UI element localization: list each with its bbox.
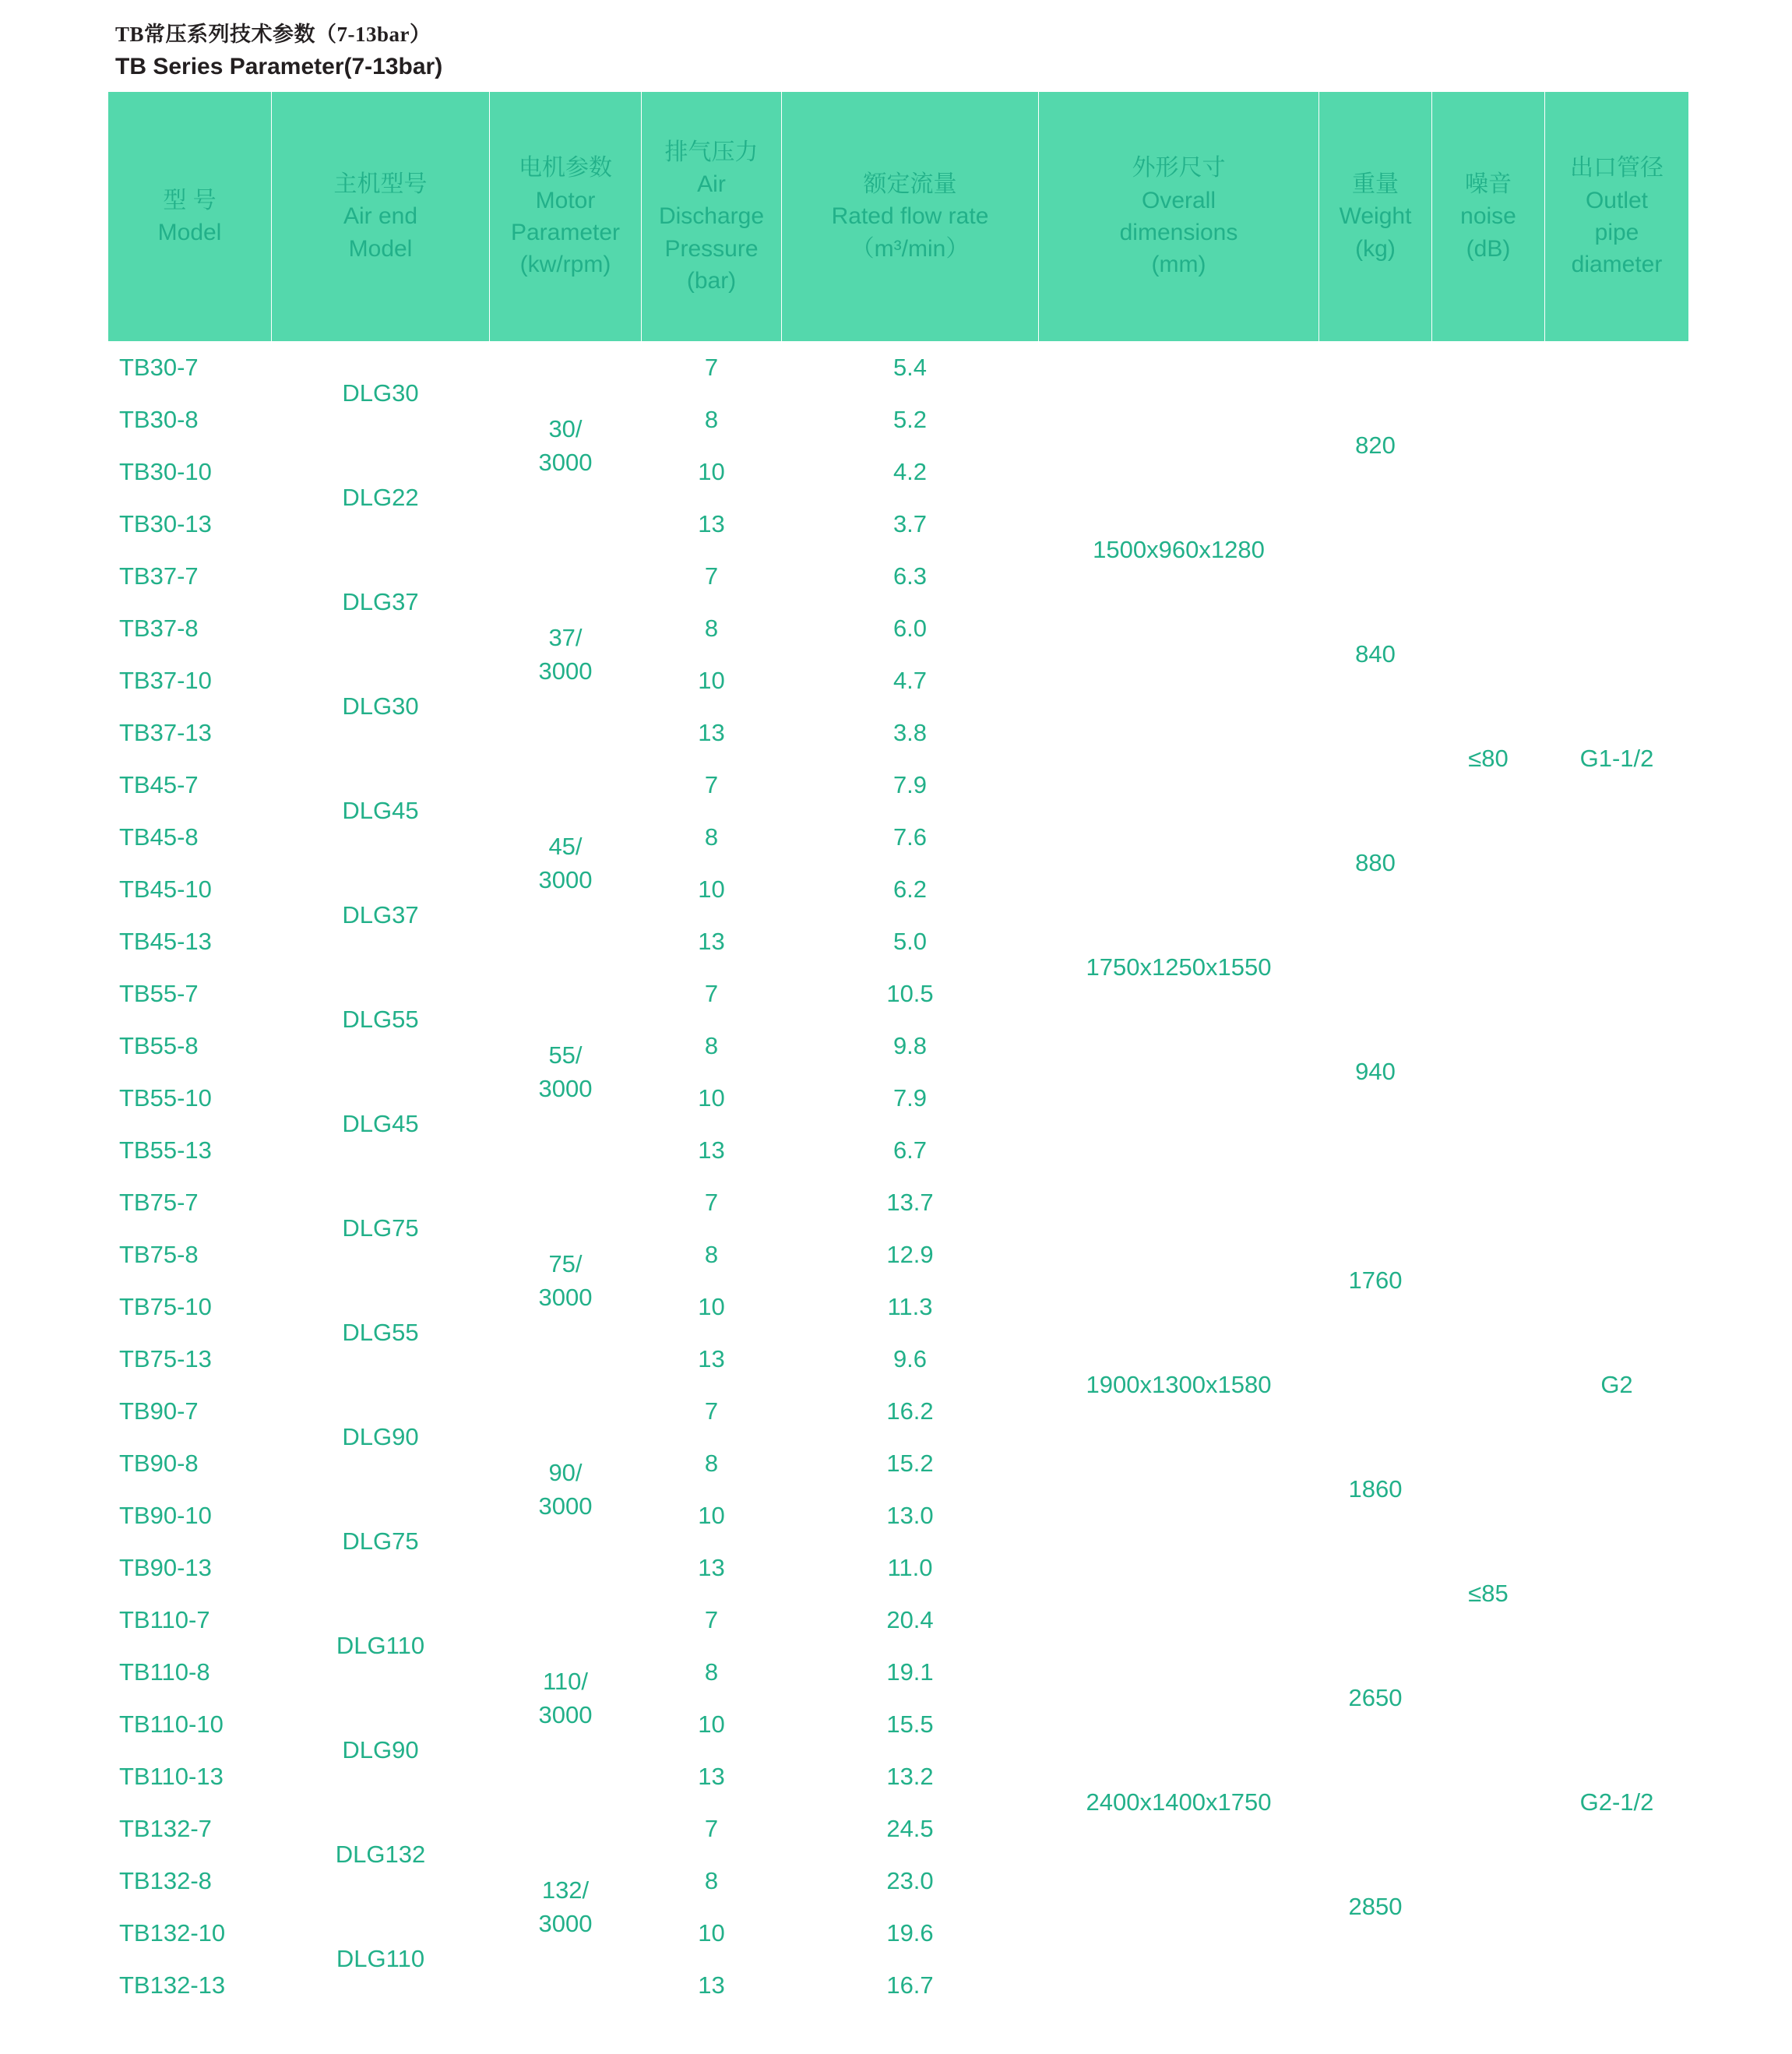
cell-air-end: DLG110: [272, 1594, 490, 1699]
cell-model: TB45-13: [108, 916, 272, 968]
table-row: [108, 1177, 1689, 1229]
cell-air-end: DLG45: [272, 759, 490, 864]
cell-model: TB90-8: [108, 1438, 272, 1490]
cell-pressure: 8: [642, 1647, 782, 1699]
header-dims-en-1: Overall: [1141, 187, 1216, 213]
cell-flow: 16.7: [782, 1960, 1039, 2012]
cell-pressure: 13: [642, 1334, 782, 1386]
cell-pressure: 7: [642, 759, 782, 812]
cell-flow: 13.2: [782, 1751, 1039, 1803]
header-pressure-en-2: Discharge: [658, 203, 765, 230]
cell-outlet: G1-1/2: [1545, 342, 1689, 1177]
cell-motor-line1: 37/: [548, 623, 583, 651]
cell-flow: 5.0: [782, 916, 1039, 968]
cell-flow: 19.6: [782, 1908, 1039, 1960]
cell-pressure: 8: [642, 394, 782, 446]
cell-flow: 24.5: [782, 1803, 1039, 1855]
cell-model: TB132-13: [108, 1960, 272, 2012]
header-flow-en-1: Rated flow rate: [831, 203, 989, 230]
cell-flow: 13.7: [782, 1177, 1039, 1229]
cell-pressure: 8: [642, 603, 782, 655]
cell-model: TB45-10: [108, 864, 272, 916]
cell-weight: 2850: [1319, 1803, 1432, 2012]
cell-weight: 2650: [1319, 1594, 1432, 1803]
cell-dimensions: 1750x1250x1550: [1039, 759, 1319, 1177]
cell-model: TB132-7: [108, 1803, 272, 1855]
cell-motor: [490, 1386, 642, 1594]
cell-flow: 6.0: [782, 603, 1039, 655]
cell-weight: 840: [1319, 551, 1432, 759]
header-motor-en-2: Parameter: [510, 220, 621, 245]
header-flow-en-2: （m³/min）: [850, 235, 970, 262]
cell-motor: [490, 1177, 642, 1386]
cell-pressure: 7: [642, 1594, 782, 1647]
cell-flow: 13.0: [782, 1490, 1039, 1542]
cell-flow: 3.8: [782, 707, 1039, 759]
cell-weight: 880: [1319, 759, 1432, 968]
header-outlet-cn: 出口管径: [1570, 155, 1663, 181]
header-air-end-en-1: Air end: [343, 203, 418, 230]
cell-motor-line2: 3000: [538, 1074, 593, 1102]
cell-dimensions: 1900x1300x1580: [1039, 1177, 1319, 1594]
table-body: [108, 342, 1689, 2012]
cell-flow: 6.3: [782, 551, 1039, 603]
cell-model: TB132-8: [108, 1855, 272, 1908]
header-noise: [1432, 92, 1545, 342]
cell-flow: 7.6: [782, 812, 1039, 864]
cell-model: TB90-13: [108, 1542, 272, 1594]
header-motor-cn: 电机参数: [519, 155, 612, 181]
cell-motor-line2: 3000: [538, 1492, 593, 1520]
cell-motor-line2: 3000: [538, 865, 593, 893]
table-header: [108, 92, 1689, 342]
cell-air-end: DLG90: [272, 1386, 490, 1490]
cell-pressure: 7: [642, 1177, 782, 1229]
header-model-cn: 型 号: [163, 187, 217, 213]
cell-model: TB132-10: [108, 1908, 272, 1960]
cell-pressure: 13: [642, 1125, 782, 1177]
cell-model: TB37-10: [108, 655, 272, 707]
cell-pressure: 8: [642, 1020, 782, 1073]
header-pressure-en-4: (bar): [686, 268, 737, 294]
cell-flow: 10.5: [782, 968, 1039, 1020]
header-weight-en-1: Weight: [1339, 203, 1412, 230]
header-noise-en-1: noise: [1460, 203, 1516, 230]
cell-motor-line2: 3000: [538, 1283, 593, 1311]
cell-model: TB45-8: [108, 812, 272, 864]
header-motor-parameter: [490, 92, 642, 342]
cell-flow: 4.2: [782, 446, 1039, 499]
cell-motor-line2: 3000: [538, 1700, 593, 1728]
header-rated-flow-rate: [782, 92, 1039, 342]
header-air-end-en-2: Model: [348, 235, 413, 262]
cell-dimensions: 1500x960x1280: [1039, 342, 1319, 759]
cell-motor-line1: 75/: [548, 1249, 583, 1277]
cell-motor-line1: 132/: [541, 1876, 590, 1904]
header-dims-en-3: (mm): [1151, 252, 1206, 278]
cell-weight: 1760: [1319, 1177, 1432, 1386]
cell-motor-line2: 3000: [538, 657, 593, 685]
cell-model: TB90-10: [108, 1490, 272, 1542]
cell-motor-line1: 45/: [548, 832, 583, 860]
cell-pressure: 13: [642, 1542, 782, 1594]
header-pressure-en-3: Pressure: [664, 235, 759, 262]
cell-pressure: 7: [642, 551, 782, 603]
cell-motor: [490, 342, 642, 551]
cell-model: TB55-7: [108, 968, 272, 1020]
cell-air-end: DLG45: [272, 1073, 490, 1177]
cell-flow: 15.5: [782, 1699, 1039, 1751]
cell-pressure: 7: [642, 342, 782, 394]
cell-pressure: 7: [642, 1803, 782, 1855]
cell-weight: 1860: [1319, 1386, 1432, 1594]
cell-pressure: 10: [642, 1908, 782, 1960]
cell-noise: ≤80: [1432, 342, 1545, 1177]
cell-air-end: DLG37: [272, 864, 490, 968]
cell-air-end: DLG30: [272, 342, 490, 446]
header-outlet-en-1: Outlet: [1585, 187, 1649, 213]
cell-motor-line1: 110/: [542, 1667, 589, 1695]
header-motor-en-1: Motor: [535, 187, 596, 213]
cell-model: TB37-8: [108, 603, 272, 655]
cell-model: TB30-7: [108, 342, 272, 394]
tb-series-parameter-table: [107, 91, 1689, 2012]
cell-flow: 7.9: [782, 759, 1039, 812]
cell-motor: [490, 551, 642, 759]
header-outlet-en-3: diameter: [1571, 252, 1663, 278]
header-air-end-model: [272, 92, 490, 342]
header-dims-cn: 外形尺寸: [1132, 155, 1226, 181]
cell-model: TB75-13: [108, 1334, 272, 1386]
cell-pressure: 10: [642, 1281, 782, 1334]
header-weight-en-2: (kg): [1355, 235, 1396, 262]
header-noise-cn: 噪音: [1465, 171, 1512, 197]
cell-motor: [490, 1803, 642, 2012]
cell-model: TB90-7: [108, 1386, 272, 1438]
cell-flow: 20.4: [782, 1594, 1039, 1647]
cell-air-end: DLG75: [272, 1490, 490, 1594]
cell-pressure: 13: [642, 916, 782, 968]
cell-motor-line2: 3000: [538, 1909, 593, 1937]
header-weight: [1319, 92, 1432, 342]
cell-pressure: 13: [642, 707, 782, 759]
header-pressure-en-1: Air: [697, 171, 726, 197]
cell-model: TB30-10: [108, 446, 272, 499]
cell-model: TB110-10: [108, 1699, 272, 1751]
header-model-en: Model: [157, 220, 222, 245]
cell-flow: 23.0: [782, 1855, 1039, 1908]
cell-flow: 4.7: [782, 655, 1039, 707]
header-model: [108, 92, 272, 342]
cell-pressure: 10: [642, 1699, 782, 1751]
header-dims-en-2: dimensions: [1119, 220, 1238, 245]
cell-pressure: 7: [642, 1386, 782, 1438]
cell-flow: 6.2: [782, 864, 1039, 916]
header-noise-en-2: (dB): [1466, 235, 1511, 262]
cell-pressure: 10: [642, 655, 782, 707]
cell-model: TB30-8: [108, 394, 272, 446]
header-outlet-pipe-diameter: [1545, 92, 1689, 342]
cell-air-end: DLG22: [272, 446, 490, 551]
header-air-end-cn: 主机型号: [333, 171, 428, 197]
cell-air-end: DLG55: [272, 968, 490, 1073]
cell-motor: [490, 968, 642, 1177]
cell-flow: 9.8: [782, 1020, 1039, 1073]
cell-air-end: DLG132: [272, 1803, 490, 1908]
header-discharge-pressure: [642, 92, 782, 342]
header-weight-cn: 重量: [1352, 171, 1399, 197]
cell-noise: ≤85: [1432, 1177, 1545, 2012]
header-overall-dimensions: [1039, 92, 1319, 342]
page-title-cn: TB常压系列技术参数（7-13bar）: [115, 23, 431, 46]
cell-flow: 16.2: [782, 1386, 1039, 1438]
cell-flow: 15.2: [782, 1438, 1039, 1490]
cell-flow: 3.7: [782, 499, 1039, 551]
cell-model: TB37-13: [108, 707, 272, 759]
cell-motor-line1: 55/: [548, 1041, 583, 1069]
cell-pressure: 13: [642, 1751, 782, 1803]
cell-model: TB30-13: [108, 499, 272, 551]
cell-model: TB110-13: [108, 1751, 272, 1803]
cell-model: TB75-10: [108, 1281, 272, 1334]
cell-pressure: 13: [642, 499, 782, 551]
cell-motor-line1: 90/: [548, 1458, 583, 1486]
cell-air-end: DLG75: [272, 1177, 490, 1281]
cell-pressure: 8: [642, 1438, 782, 1490]
cell-weight: 940: [1319, 968, 1432, 1177]
cell-pressure: 8: [642, 1229, 782, 1281]
cell-model: TB110-8: [108, 1647, 272, 1699]
header-motor-en-3: (kw/rpm): [519, 252, 611, 278]
cell-flow: 11.0: [782, 1542, 1039, 1594]
cell-flow: 9.6: [782, 1334, 1039, 1386]
cell-motor-line2: 3000: [538, 448, 593, 476]
cell-flow: 12.9: [782, 1229, 1039, 1281]
cell-model: TB55-13: [108, 1125, 272, 1177]
cell-pressure: 8: [642, 1855, 782, 1908]
cell-motor-line1: 30/: [548, 414, 583, 442]
cell-air-end: DLG30: [272, 655, 490, 759]
cell-pressure: 10: [642, 446, 782, 499]
cell-model: TB75-8: [108, 1229, 272, 1281]
cell-model: TB37-7: [108, 551, 272, 603]
cell-model: TB55-8: [108, 1020, 272, 1073]
cell-motor: [490, 1594, 642, 1803]
cell-model: TB110-7: [108, 1594, 272, 1647]
cell-pressure: 10: [642, 864, 782, 916]
header-flow-cn: 额定流量: [863, 171, 957, 197]
cell-flow: 6.7: [782, 1125, 1039, 1177]
cell-dimensions: 2400x1400x1750: [1039, 1594, 1319, 2012]
cell-flow: 7.9: [782, 1073, 1039, 1125]
cell-pressure: 10: [642, 1490, 782, 1542]
header-outlet-en-2: pipe: [1594, 220, 1639, 245]
table-row: [108, 342, 1689, 394]
cell-air-end: DLG90: [272, 1699, 490, 1803]
cell-model: TB75-7: [108, 1177, 272, 1229]
cell-outlet: G2-1/2: [1545, 1594, 1689, 2012]
header-pressure-cn: 排气压力: [664, 139, 759, 165]
cell-pressure: 13: [642, 1960, 782, 2012]
cell-pressure: 10: [642, 1073, 782, 1125]
cell-flow: 5.2: [782, 394, 1039, 446]
cell-model: TB55-10: [108, 1073, 272, 1125]
cell-pressure: 8: [642, 812, 782, 864]
cell-air-end: DLG37: [272, 551, 490, 655]
cell-outlet: G2: [1545, 1177, 1689, 1594]
cell-pressure: 7: [642, 968, 782, 1020]
cell-flow: 11.3: [782, 1281, 1039, 1334]
cell-air-end: DLG110: [272, 1908, 490, 2012]
page-title-en: TB Series Parameter(7-13bar): [115, 54, 443, 79]
cell-flow: 19.1: [782, 1647, 1039, 1699]
cell-flow: 5.4: [782, 342, 1039, 394]
cell-air-end: DLG55: [272, 1281, 490, 1386]
cell-model: TB45-7: [108, 759, 272, 812]
cell-weight: 820: [1319, 342, 1432, 551]
cell-motor: [490, 759, 642, 968]
